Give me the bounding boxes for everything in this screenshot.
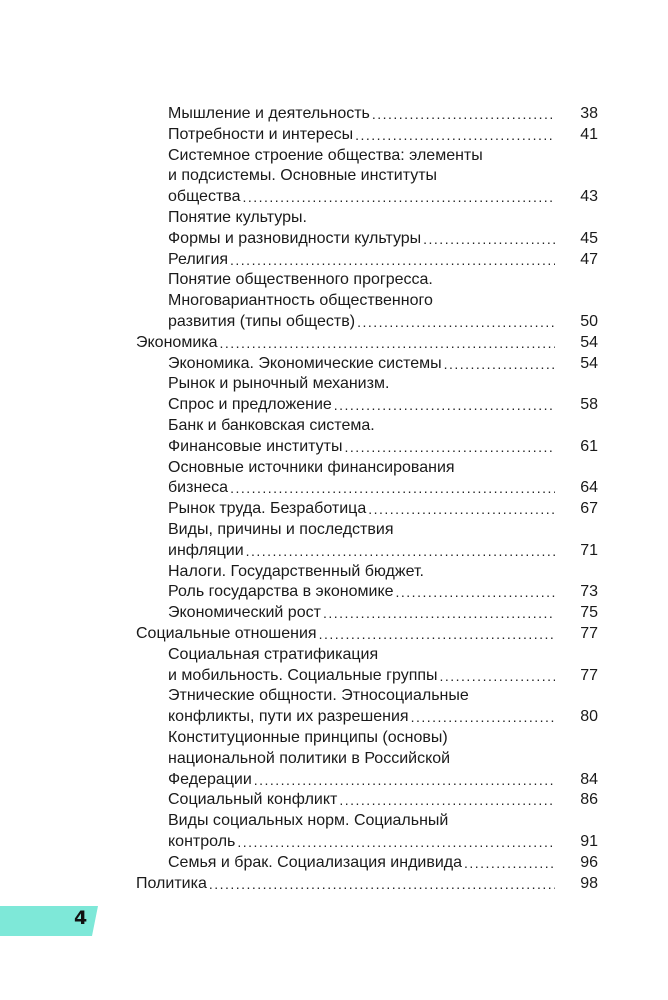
toc-entry xyxy=(168,497,598,518)
toc-entry-title: Рынок и рыночный механизм. xyxy=(168,375,390,392)
toc-entry-line xyxy=(168,414,598,435)
toc-entry xyxy=(168,435,598,456)
toc-entry xyxy=(168,580,598,601)
toc-entry-line xyxy=(168,372,598,393)
page-number: 4 xyxy=(74,907,88,929)
toc-entry xyxy=(168,788,598,809)
toc-leader-dots xyxy=(344,438,555,456)
toc-entry xyxy=(168,830,598,851)
toc-entry xyxy=(168,768,598,789)
toc-entry-title: инфляции xyxy=(168,542,244,559)
toc-leader-dots xyxy=(319,625,555,643)
toc-entry-title: развития (типы обществ) xyxy=(168,313,356,330)
toc-entry-title: Семья и брак. Социализация индивида xyxy=(168,854,463,871)
toc-entry-line xyxy=(168,684,598,705)
toc-entry-line xyxy=(168,560,598,581)
toc-entry xyxy=(168,664,598,685)
toc-leader-dots xyxy=(209,875,555,893)
toc-leader-dots xyxy=(230,251,555,269)
toc-page-number: 41 xyxy=(580,126,598,143)
toc-page-number: 50 xyxy=(580,313,598,330)
toc-leader-dots xyxy=(237,833,555,851)
toc-entry xyxy=(136,622,598,643)
toc-entry-title: Экономика xyxy=(136,334,218,351)
toc-entry-line xyxy=(168,747,598,768)
toc-entry xyxy=(168,539,598,560)
toc-entry-title: Системное строение общества: элементы xyxy=(168,147,483,164)
page-badge-shape xyxy=(0,900,104,940)
toc-entry-title: Политика xyxy=(136,875,207,892)
toc-entry-title: Социальные отношения xyxy=(136,625,317,642)
toc-leader-dots xyxy=(355,126,555,144)
toc-entry-title: Экономика. Экономические системы xyxy=(168,355,442,372)
toc-leader-dots xyxy=(254,771,555,789)
toc-entry-title: общества xyxy=(168,188,241,205)
toc-entry-title: Роль государства в экономике xyxy=(168,583,394,600)
toc-page-number: 47 xyxy=(580,251,598,268)
toc-entry-title: Конституционные принципы (основы) xyxy=(168,729,448,746)
toc-entry-title: бизнеса xyxy=(168,479,229,496)
toc-entry-title: Спрос и предложение xyxy=(168,396,332,413)
toc-page-number: 43 xyxy=(580,188,598,205)
toc-entry-title: Виды, причины и последствия xyxy=(168,521,394,538)
toc-entry-title: Этнические общности. Этносоциальные xyxy=(168,687,469,704)
toc-entry-title: Социальная стратификация xyxy=(168,646,379,663)
toc-entry-title: национальной политики в Российской xyxy=(168,750,451,767)
toc-entry-title: Виды социальных норм. Социальный xyxy=(168,812,449,829)
toc-leader-dots xyxy=(411,708,555,726)
toc-entry-title: Мышление и деятельность xyxy=(168,105,370,122)
toc-page-number: 86 xyxy=(580,791,598,808)
toc-entry-line xyxy=(168,726,598,747)
toc-page-number: 84 xyxy=(580,771,598,788)
toc-entry-line xyxy=(168,518,598,539)
toc-entry xyxy=(168,102,598,123)
toc-page-number: 98 xyxy=(580,875,598,892)
toc-leader-dots xyxy=(464,854,555,872)
toc-leader-dots xyxy=(220,334,556,352)
toc-entry-line xyxy=(168,809,598,830)
toc-entry xyxy=(136,872,598,893)
toc-page-number: 73 xyxy=(580,583,598,600)
toc-page-number: 80 xyxy=(580,708,598,725)
toc-leader-dots xyxy=(372,105,555,123)
toc-page-number: 61 xyxy=(580,438,598,455)
toc-entry xyxy=(168,476,598,497)
toc-leader-dots xyxy=(230,479,555,497)
toc-entry-title: и подсистемы. Основные институты xyxy=(168,167,438,184)
toc-entry xyxy=(168,352,598,373)
toc-entry xyxy=(168,248,598,269)
toc-page-number: 91 xyxy=(580,833,598,850)
toc-entry-title: Экономический рост xyxy=(168,604,321,621)
toc-entry-title: Понятие общественного прогресса. xyxy=(168,271,433,288)
toc-entry xyxy=(136,331,598,352)
toc-page-number: 38 xyxy=(580,105,598,122)
toc-leader-dots xyxy=(396,583,555,601)
toc-page-number: 64 xyxy=(580,479,598,496)
toc-page-number: 45 xyxy=(580,230,598,247)
toc-entry-title: Понятие культуры. xyxy=(168,209,307,226)
toc-page-number: 71 xyxy=(580,542,598,559)
toc-page-number: 58 xyxy=(580,396,598,413)
toc-page-number: 75 xyxy=(580,604,598,621)
toc-entry-line xyxy=(168,289,598,310)
toc-leader-dots xyxy=(243,188,556,206)
toc-entry-title: Федерации xyxy=(168,771,252,788)
toc-entry-title: Формы и разновидности культуры xyxy=(168,230,422,247)
toc-leader-dots xyxy=(334,396,555,414)
toc-entry xyxy=(168,227,598,248)
toc-entry-title: конфликты, пути их разрешения xyxy=(168,708,409,725)
toc-entry xyxy=(168,310,598,331)
toc-entry xyxy=(168,601,598,622)
toc-page-number: 54 xyxy=(580,334,598,351)
toc-leader-dots xyxy=(440,667,555,685)
toc-entry-line xyxy=(168,643,598,664)
toc-entry-title: контроль xyxy=(168,833,236,850)
toc-leader-dots xyxy=(339,791,555,809)
toc-entry-title: Рынок труда. Безработица xyxy=(168,500,367,517)
toc-entry-title: Финансовые институты xyxy=(168,438,343,455)
toc-leader-dots xyxy=(246,542,555,560)
toc-entry xyxy=(168,851,598,872)
page-number-badge xyxy=(0,900,104,940)
toc-entry-line xyxy=(168,206,598,227)
toc-entry-title: Налоги. Государственный бюджет. xyxy=(168,563,424,580)
toc-entry xyxy=(168,705,598,726)
toc-entry-line xyxy=(168,456,598,477)
toc-entry-title: Религия xyxy=(168,251,229,268)
toc-entry xyxy=(168,123,598,144)
toc-entry-title: Потребности и интересы xyxy=(168,126,354,143)
toc-leader-dots xyxy=(323,604,555,622)
toc-page-number: 67 xyxy=(580,500,598,517)
toc-page-number: 77 xyxy=(580,625,598,642)
toc-entry-title: и мобильность. Социальные группы xyxy=(168,667,438,684)
toc-leader-dots xyxy=(368,500,555,518)
toc-page-number: 77 xyxy=(580,667,598,684)
toc-leader-dots xyxy=(423,230,555,248)
toc-entry xyxy=(168,185,598,206)
toc-entry-title: Многовариантность общественного xyxy=(168,292,433,309)
toc-entry xyxy=(168,393,598,414)
toc-entry-line xyxy=(168,268,598,289)
toc-entry-title: Социальный конфликт xyxy=(168,791,338,808)
toc-entry-title: Банк и банковская система. xyxy=(168,417,375,434)
toc-entry-line xyxy=(168,164,598,185)
toc-page-number: 54 xyxy=(580,355,598,372)
toc-entry-line xyxy=(168,144,598,165)
toc-leader-dots xyxy=(357,313,555,331)
toc-entry-title: Основные источники финансирования xyxy=(168,459,455,476)
toc-leader-dots xyxy=(444,355,555,373)
toc-page-number: 96 xyxy=(580,854,598,871)
